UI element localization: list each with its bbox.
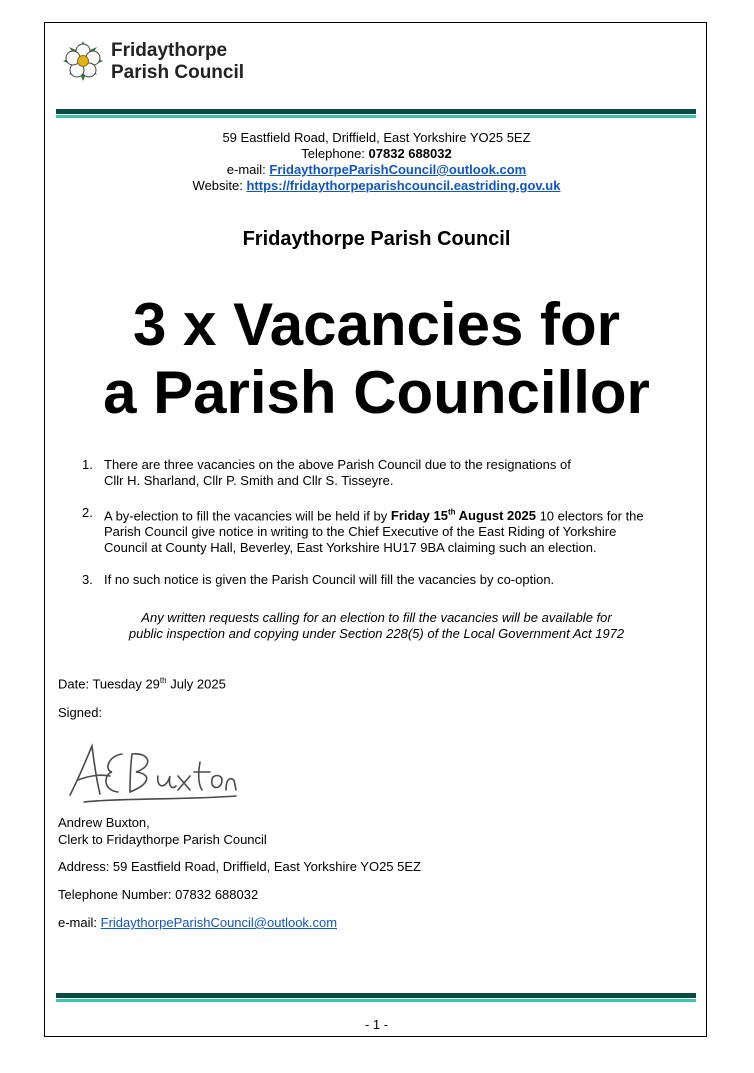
list-item: 1. There are three vacancies on the above Parish Council due to the resignations of Cllr H. Sharland, Cllr P. Smith and Cllr S. Tisseyre. [82,457,571,488]
headline [45,291,708,427]
signatory-name: Andrew Buxton, [58,815,150,830]
council-title: Fridaythorpe Parish Council [242,228,511,250]
org-name-line1: Fridaythorpe [111,40,228,61]
list-item-number: 2. [82,505,93,520]
list-item: 2. A by-election to fill the vacancies will be held if by Friday 15th August 2025 10 electors for the Parish Council give notice in writing to the Chief Executive of the East Riding of Yorkshire Council at County Hall, Beverley, East Yorkshire HU17 9BA claiming such an election. [82,505,644,556]
italic-note: Any written requests calling for an election to fill the vacancies will be available for public inspection and copying under Section 228(5) of the Local Government Act 1972 [128,610,625,641]
contact-block [45,130,708,194]
contact-email: e-mail: FridaythorpeParishCouncil@outlook.com [226,162,527,177]
notice-date: Date: Tuesday 29th July 2025 [58,676,226,692]
deadline-date: Friday 15th August 2025 [390,508,536,524]
signature-image [60,740,240,810]
page-number: - 1 - [364,1017,389,1032]
footer-address: Address: 59 Eastfield Road, Driffield, East Yorkshire YO25 5EZ [58,859,421,874]
footer-telephone: Telephone Number: 07832 688032 [58,887,259,902]
footer-email: e-mail: FridaythorpeParishCouncil@outlook.com [58,915,338,930]
contact-email-link[interactable]: FridaythorpeParishCouncil@outlook.com [269,162,527,177]
document-page [44,22,707,1037]
header-divider [56,109,696,118]
footer-email-link[interactable]: FridaythorpeParishCouncil@outlook.com [100,915,338,930]
yorkshire-rose-logo-icon [62,40,104,82]
contact-website-link[interactable]: https://fridaythorpeparishcouncil.eastriding.gov.uk [246,178,561,193]
org-name [111,40,244,84]
org-name-line2: Parish Council [111,62,245,83]
headline-line1: 3 x Vacancies for [133,291,620,358]
list-item: 3. If no such notice is given the Parish Council will fill the vacancies by co-option. [82,572,555,588]
signed-label: Signed: [58,705,103,720]
list-item-number: 3. [82,572,93,588]
footer-divider [56,993,696,1002]
contact-telephone: Telephone: 07832 688032 [301,146,452,161]
notice-list [82,457,697,604]
contact-website: Website: https://fridaythorpeparishcouncil.eastriding.gov.uk [192,178,561,193]
signatory-role: Clerk to Fridaythorpe Parish Council [58,832,267,847]
contact-address: 59 Eastfield Road, Driffield, East Yorkshire YO25 5EZ [222,130,531,145]
headline-line2: a Parish Councillor [103,359,650,426]
list-item-number: 1. [82,457,93,472]
